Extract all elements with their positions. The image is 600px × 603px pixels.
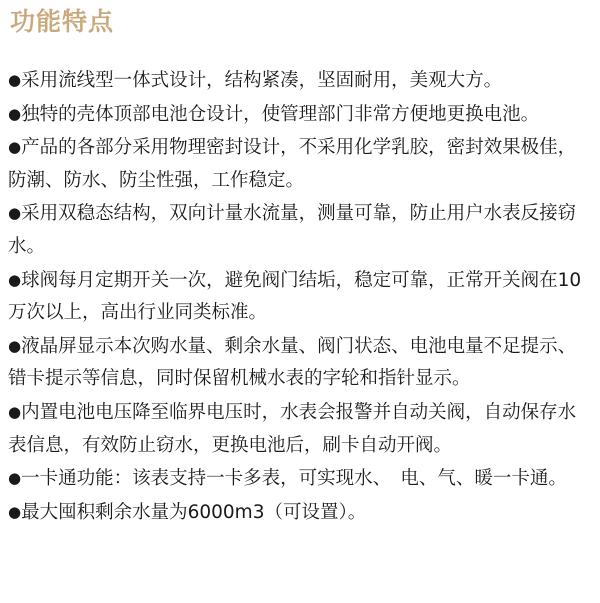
- feature-item: [8, 496, 592, 530]
- feature-text: 独特的壳体顶部电池仓设计，使管理部门非常方便地更换电池。: [21, 103, 540, 125]
- feature-text: 采用双稳态结构，双向计量水流量，测量可靠，防止用户水表反接窃水。: [8, 203, 577, 257]
- feature-item: [8, 131, 592, 197]
- feature-item: [8, 396, 592, 462]
- bullet-icon: ●: [8, 104, 22, 123]
- feature-item: [8, 264, 592, 330]
- bullet-icon: ●: [8, 204, 22, 223]
- bullet-icon: ●: [8, 71, 22, 89]
- bullet-icon: ●: [8, 502, 22, 521]
- bullet-icon: ●: [8, 336, 22, 355]
- feature-text: 液晶屏显示本次购水量、剩余水量、阀门状态、电池电量不足提示、错卡提示等信息，同时保留机械水表的字轮和指针显示。: [8, 335, 577, 390]
- feature-list: [8, 64, 592, 529]
- feature-text: 球阀每月定期开关一次，避免阀门结垢，稳定可靠，正常开关阀在10万次以上，高出行业同类标准。: [8, 269, 582, 324]
- feature-item: [8, 462, 592, 496]
- feature-item: [8, 330, 592, 396]
- feature-item: [8, 197, 592, 263]
- feature-item: [8, 98, 592, 132]
- bullet-icon: ●: [8, 469, 22, 488]
- section-title: 功能特点: [10, 7, 115, 36]
- feature-text: 内置电池电压降至临界电压时，水表会报警并自动关阀，自动保存水表信息，有效防止窃水，更换电池后，刷卡自动开阀。: [8, 401, 577, 456]
- bullet-icon: ●: [8, 270, 22, 289]
- feature-text: 采用流线型一体式设计，结构紧凑，坚固耐用，美观大方。: [21, 70, 503, 91]
- bullet-icon: ●: [8, 402, 22, 421]
- bullet-icon: ●: [8, 138, 22, 157]
- feature-item: [8, 64, 592, 98]
- feature-text: 一卡通功能：该表支持一卡多表，可实现水、 电、气、暖一卡通。: [21, 468, 567, 490]
- feature-text: 产品的各部分采用物理密封设计，不采用化学乳胶，密封效果极佳，防潮、防水、防尘性强，工作稳定。: [8, 137, 577, 191]
- feature-text: 最大囤积剩余水量为6000m3（可设置）。: [21, 501, 367, 523]
